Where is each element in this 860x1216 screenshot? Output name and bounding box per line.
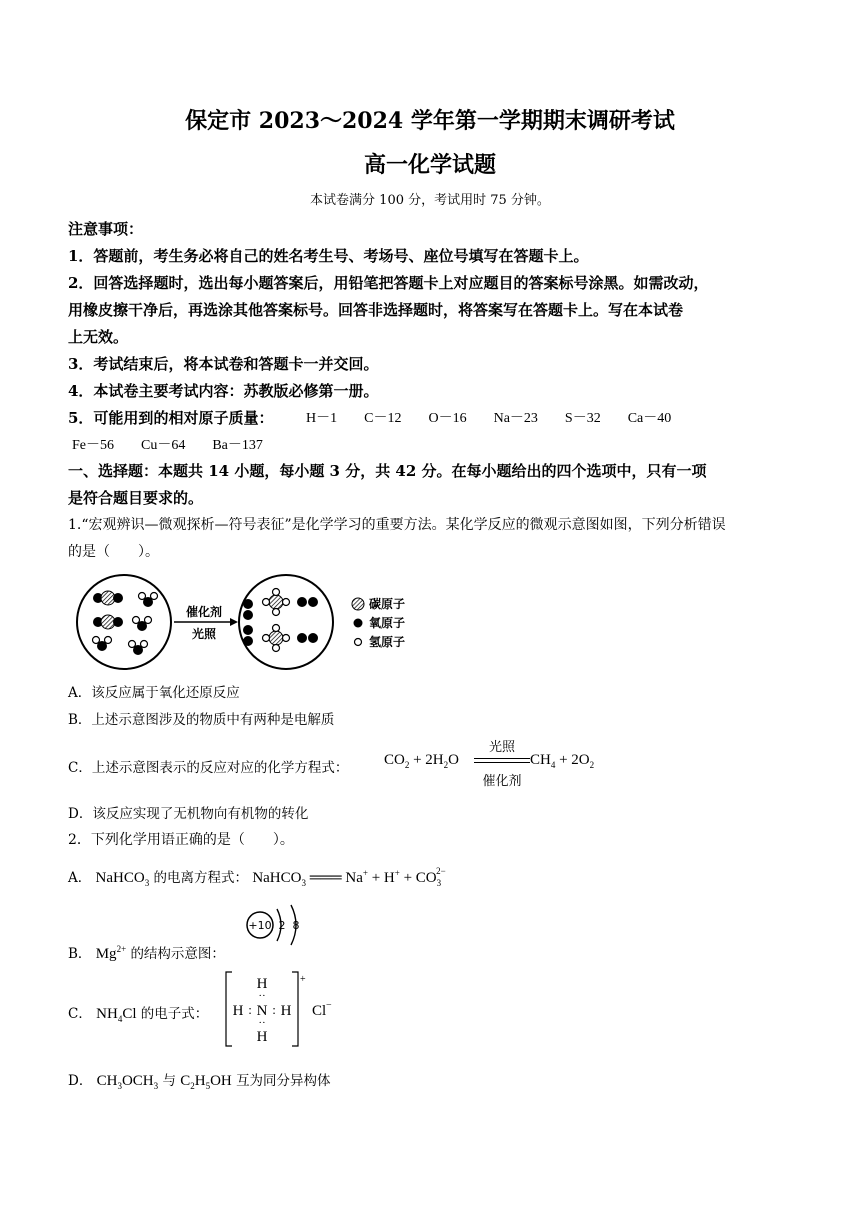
svg-text:N: N — [256, 1003, 268, 1019]
svg-text:··: ·· — [258, 1017, 266, 1029]
equation-line-bottom — [474, 762, 530, 763]
q2-a-mid: 的电离方程式： — [153, 870, 249, 886]
note-2: 2．回答选择题时，选出每小题答案后，用铅笔把答题卡上对应题目的答案标号涂黑。如需改动， — [68, 274, 709, 292]
o2-molecule — [297, 633, 318, 643]
mass-s: S－32 — [564, 411, 601, 426]
q2-option-c — [68, 1002, 208, 1024]
dimethyl-ether-formula: $CH_3OCH_3$ — [96, 1073, 159, 1091]
ionization-equation: NaHCO$_3$ ═══ $Na^+ + H^+ + CO_3^{2-}$ — [252, 866, 446, 888]
atomic-masses-line2 — [72, 434, 263, 454]
q2-option-b — [68, 942, 225, 963]
svg-text::: : — [248, 1002, 252, 1017]
q1-option-d: D．该反应实现了无机物向有机物的转化 — [68, 806, 309, 822]
section-1-heading: 一、选择题：本题共 14 小题，每小题 3 分，共 42 分。在每小题给出的四个选项中，只有一项 — [68, 462, 707, 480]
mass-na: Na－23 — [493, 411, 538, 426]
atomic-structure-svg — [240, 903, 310, 947]
svg-text:+: + — [300, 974, 306, 985]
legend-oxygen: 氧原子 — [369, 616, 406, 630]
arrow-head-icon — [230, 618, 238, 626]
electron-dot-svg — [222, 968, 352, 1052]
note-2-end: 上无效。 — [68, 328, 129, 346]
o2-molecule — [243, 599, 253, 620]
reactants-circle — [77, 575, 171, 669]
oxygen-legend-icon — [354, 619, 363, 628]
section-1-heading-cont: 是符合题目要求的。 — [68, 489, 204, 507]
equation-condition-top: 光照 — [488, 740, 515, 755]
note-4: 4．本试卷主要考试内容：苏教版必修第一册。 — [68, 382, 379, 400]
equation-line-top — [474, 758, 530, 759]
mass-cu: Cu－64 — [141, 438, 186, 453]
atomic-mass-heading: 5．可能用到的相对原子质量： — [68, 409, 274, 427]
ch4-molecule — [263, 589, 290, 616]
svg-text:H: H — [256, 1029, 268, 1045]
h2o-molecule — [133, 617, 152, 632]
co2-molecule — [93, 591, 123, 605]
h2o-molecule — [139, 593, 158, 608]
mass-o: O－16 — [428, 411, 467, 426]
q2-stem: 2．下列化学用语正确的是（ ）。 — [68, 832, 294, 848]
note-1: 1．答题前，考生务必将自己的姓名考生号、考场号、座位号填写在答题卡上。 — [68, 247, 589, 265]
electron-dot-diagram — [222, 968, 352, 1052]
note-2-cont: 用橡皮擦干净后，再选涂其他答案标号。回答非选择题时，将答案写在答题卡上。写在本试卷 — [68, 301, 684, 319]
h2o-molecule — [129, 641, 148, 656]
q1-option-c-label: C．上述示意图表示的反应对应的化学方程式： — [68, 760, 349, 776]
products-circle — [239, 575, 333, 669]
mass-ba: Ba－137 — [212, 438, 263, 453]
q2-c-suffix: 的电子式： — [140, 1006, 209, 1022]
nahco3-formula: NaHCO$_3$ — [95, 870, 150, 888]
q2-c-prefix: C． — [68, 1006, 92, 1022]
mg-ion-formula: $Mg^{2+}$ — [95, 944, 127, 962]
ch4-molecule — [263, 625, 290, 652]
h2o-molecule — [93, 637, 112, 652]
q2-option-d — [68, 1069, 331, 1091]
legend-carbon: 碳原子 — [369, 597, 406, 611]
nh4cl-formula: $NH_4Cl$ — [96, 1006, 137, 1024]
q2-a-prefix: A． — [68, 870, 92, 886]
mass-h: H－1 — [306, 411, 338, 426]
nucleus-charge: +10 — [248, 919, 272, 932]
mass-c: C－12 — [364, 411, 402, 426]
svg-text:··: ·· — [258, 990, 266, 1002]
q2-d-mid: 与 — [162, 1073, 176, 1089]
svg-text:−: − — [326, 1000, 332, 1011]
q2-d-suffix: 互为同分异构体 — [236, 1073, 331, 1089]
q1-option-c-products: $CH_4 + 2O_2$ — [530, 752, 595, 770]
q2-b-suffix: 的结构示意图： — [130, 946, 225, 962]
q2-b-prefix: B． — [68, 946, 92, 962]
svg-text:H: H — [232, 1003, 244, 1019]
exam-info: 本试卷满分 100 分，考试用时 75 分钟。 — [310, 193, 550, 208]
o2-molecule — [297, 597, 318, 607]
atomic-masses-line1 — [306, 407, 671, 427]
mass-fe: Fe－56 — [72, 438, 114, 453]
carbon-legend-icon — [352, 598, 364, 610]
q1-option-b: B．上述示意图涉及的物质中有两种是电解质 — [68, 712, 335, 728]
shell-1-electrons: 2 — [278, 919, 286, 932]
reaction-diagram — [72, 572, 432, 672]
q1-option-a: A．该反应属于氧化还原反应 — [68, 685, 240, 701]
q1-stem-cont: 的是（ ）。 — [68, 544, 159, 560]
q1-option-c-equation: $CO_2 + 2H_2O$ — [384, 752, 459, 770]
arrow-light-label: 光照 — [191, 627, 217, 641]
shell-2-electrons: 8 — [292, 919, 300, 932]
reaction-diagram-svg — [72, 572, 432, 672]
equation-condition-bottom: 催化剂 — [482, 774, 522, 789]
ethanol-formula: $C_2H_5OH$ — [180, 1073, 232, 1091]
hydrogen-legend-icon — [355, 639, 362, 646]
o2-molecule — [243, 625, 253, 646]
arrow-catalyst-label: 催化剂 — [185, 605, 223, 619]
notes-heading: 注意事项： — [68, 220, 144, 238]
legend-hydrogen: 氢原子 — [369, 635, 406, 649]
q1-stem: 1.“宏观辨识—微观探析—符号表征”是化学学习的重要方法。某化学反应的微观示意图如图，下列分析错误 — [68, 517, 726, 533]
svg-text:Cl: Cl — [312, 1003, 327, 1019]
q2-option-a — [68, 866, 451, 888]
svg-text:H: H — [280, 1003, 292, 1019]
atomic-structure-diagram — [240, 903, 310, 947]
exam-subtitle: 高一化学试题 — [363, 152, 496, 178]
svg-text::: : — [272, 1002, 276, 1017]
exam-title: 保定市 2023～2024 学年第一学期期末调研考试 — [185, 108, 675, 134]
note-3: 3．考试结束后，将本试卷和答题卡一并交回。 — [68, 355, 379, 373]
mass-ca: Ca－40 — [627, 411, 672, 426]
q2-d-prefix: D． — [68, 1073, 93, 1089]
co2-molecule — [93, 615, 123, 629]
svg-text:H: H — [256, 976, 268, 992]
